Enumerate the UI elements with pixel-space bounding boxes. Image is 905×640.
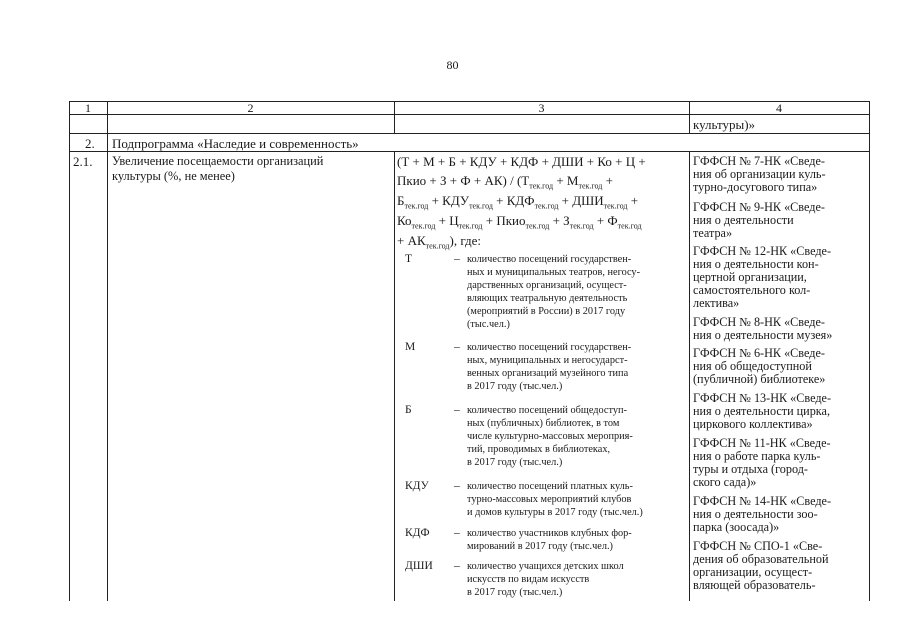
definition-text	[467, 481, 643, 520]
column-divider-3	[689, 151, 690, 601]
section-row-divider	[69, 151, 869, 152]
source-line: лектива»	[693, 295, 740, 310]
definition-line: (мероприятий в России) в 2017 году	[467, 305, 626, 317]
row-number: 2.1.	[73, 154, 93, 169]
definition-line: в 2017 году (тыс.чел.)	[467, 456, 563, 468]
source-line: ского сада)»	[693, 474, 757, 489]
source-entry	[693, 392, 831, 431]
source-line: ГФФСН № СПО-1 «Све-	[693, 539, 823, 553]
formula-subscript: тек.год	[529, 181, 554, 191]
definition-line: дарственных организаций, осущест-	[467, 279, 627, 291]
definition-dash: –	[454, 560, 460, 572]
formula-term: + М	[553, 173, 579, 188]
formula-subscript: тек.год	[617, 221, 642, 231]
definition-line: вляющих театральную деятельность	[467, 292, 628, 304]
source-line: ГФФСН № 9-НК «Сведе-	[693, 200, 825, 214]
definition-text	[467, 561, 624, 600]
definition-line: количество посещений государствен-	[467, 342, 632, 353]
formula-term: Б	[397, 193, 405, 208]
source-line: ГФФСН № 14-НК «Сведе-	[693, 494, 832, 508]
source-entry	[693, 316, 832, 342]
definition-line: ных, муниципальных и негосударст-	[467, 354, 628, 366]
source-line: ния об общедоступной	[693, 358, 812, 373]
source-line: циркового коллектива»	[693, 416, 813, 431]
definition-dash: –	[454, 480, 460, 492]
column-divider-2	[394, 151, 395, 601]
definition-dash: –	[454, 253, 460, 265]
formula-term: + З	[549, 213, 570, 228]
formula-subscript: тек.год	[469, 201, 493, 211]
formula-subscript: тек.год	[404, 201, 429, 211]
indicator-line: культуры (%, не менее)	[112, 169, 235, 184]
formula-term: +	[627, 193, 639, 208]
definition-line: (тыс.чел.)	[467, 318, 510, 330]
source-line: ния о деятельности цирка,	[693, 403, 830, 418]
definition-line: в 2017 году (тыс.чел.)	[467, 586, 563, 598]
carryover-text: культуры)»	[693, 117, 756, 132]
source-entry	[693, 347, 825, 386]
definition-line: тий, проводимых в библиотеках,	[467, 443, 611, 455]
formula-subscript: тек.год	[525, 221, 550, 231]
formula-subscript: тек.год	[534, 201, 559, 211]
definition-dash: –	[454, 404, 460, 416]
formula-line-2	[397, 173, 613, 195]
formula-term: Пкио + З + Ф + АК) / (Т	[397, 173, 530, 188]
definition-dash: –	[454, 341, 460, 353]
column-divider-1	[107, 101, 108, 601]
formula-term: + КДУ	[428, 193, 470, 208]
table-border-right	[869, 101, 870, 601]
source-line: дения об образовательной	[693, 551, 829, 566]
formula-term: + Ц	[435, 213, 459, 228]
source-entry	[693, 245, 831, 310]
formula-subscript: тек.год	[458, 221, 483, 231]
formula-term: ), где:	[449, 233, 482, 248]
source-line: туры и отдыха (город-	[693, 461, 808, 476]
definition-line: количество посещений государствен-	[467, 254, 632, 265]
definition-line: количество учащихся детских школ	[467, 561, 624, 572]
definition-code: КДУ	[405, 480, 429, 492]
source-line: самостоятельного кол-	[693, 282, 811, 297]
definition-code: Б	[405, 404, 412, 416]
header-col-4: 4	[776, 101, 782, 115]
source-entry	[693, 437, 831, 489]
source-line: парка (зоосада)»	[693, 519, 780, 534]
formula-term: + АК	[397, 233, 426, 248]
source-line: ГФФСН № 11-НК «Сведе-	[693, 436, 831, 450]
source-line: ГФФСН № 6-НК «Сведе-	[693, 346, 825, 360]
definition-code: Т	[405, 253, 413, 265]
formula-subscript: тек.год	[425, 241, 450, 251]
continuation-row-divider	[69, 133, 869, 134]
source-line: ния о деятельности	[693, 212, 794, 227]
section-number: 2.	[85, 136, 95, 151]
formula-line-3	[397, 193, 638, 215]
header-col-2: 2	[247, 101, 254, 115]
definition-text	[467, 405, 633, 470]
formula-term: + ДШИ	[558, 193, 604, 208]
formula-term: + Пкио	[482, 213, 526, 228]
source-line: турно-досугового типа»	[693, 179, 818, 194]
formula-term: + Ф	[593, 213, 618, 228]
definition-text	[467, 528, 632, 554]
definition-line: числе культурно-массовых мероприя-	[467, 430, 633, 442]
definition-dash: –	[454, 527, 460, 539]
source-entry	[693, 201, 825, 240]
page-number: 80	[446, 58, 459, 72]
source-entry	[693, 495, 831, 534]
source-line: театра»	[693, 225, 733, 240]
formula-line-4	[397, 213, 642, 235]
formula-term: +	[602, 173, 613, 188]
formula-term: Ко	[397, 213, 412, 228]
definition-line: ных (публичных) библиотек, в том	[467, 417, 620, 429]
source-line: ния об организации куль-	[693, 166, 826, 181]
source-line: организации, осущест-	[693, 564, 813, 579]
definition-text	[467, 342, 631, 394]
definition-code: М	[405, 341, 416, 353]
definition-line: количество участников клубных фор-	[467, 528, 632, 539]
header-col-1: 1	[85, 101, 91, 115]
source-line: ния о деятельности кон-	[693, 256, 819, 271]
source-entry	[693, 155, 826, 194]
definition-line: количество посещений общедоступ-	[467, 405, 627, 416]
formula-subscript: тек.год	[411, 221, 436, 231]
formula-subscript: тек.год	[603, 201, 628, 211]
source-line: ГФФСН № 8-НК «Сведе-	[693, 315, 825, 329]
definition-line: ных и муниципальных театров, негосу-	[467, 266, 640, 278]
formula-term: + КДФ	[492, 193, 535, 208]
definition-line: турно-массовых мероприятий клубов	[467, 493, 632, 505]
source-entry	[693, 540, 828, 592]
formula-line-5	[397, 233, 481, 255]
definition-text	[467, 254, 640, 331]
formula-subscript: тек.год	[578, 181, 603, 191]
definition-line: венных организаций музейного типа	[467, 367, 629, 379]
source-line: ния о деятельности зоо-	[693, 506, 818, 521]
definition-code: КДФ	[405, 527, 430, 539]
source-line: ГФФСН № 12-НК «Сведе-	[693, 244, 832, 258]
source-line: цертной организации,	[693, 269, 807, 284]
definition-line: искусств по видам искусств	[467, 573, 590, 585]
definition-line: в 2017 году (тыс.чел.)	[467, 380, 563, 392]
header-col-3: 3	[538, 101, 545, 115]
indicator-line: Увеличение посещаемости организаций	[112, 154, 324, 168]
source-line: ГФФСН № 13-НК «Сведе-	[693, 391, 832, 405]
formula-line-1: (Т + М + Б + КДУ + КДФ + ДШИ + Ко + Ц +	[397, 154, 646, 169]
definition-code: ДШИ	[405, 560, 433, 572]
source-line: вляющей образователь-	[693, 577, 816, 592]
source-line: ГФФСН № 7-НК «Сведе-	[693, 154, 825, 168]
definition-line: и домов культуры в 2017 году (тыс.чел.)	[467, 506, 643, 518]
source-line: ния о работе парка куль-	[693, 448, 821, 463]
indicator-name	[112, 154, 323, 185]
table-border-left	[69, 101, 70, 601]
section-title: Подпрограмма «Наследие и современность»	[112, 136, 359, 151]
formula-subscript: тек.год	[569, 221, 594, 231]
definition-line: количество посещений платных куль-	[467, 481, 633, 492]
definition-line: мирований в 2017 году (тыс.чел.)	[467, 540, 613, 552]
source-line: (публичной) библиотеке»	[693, 371, 826, 386]
source-line: ния о деятельности музея»	[693, 327, 833, 342]
